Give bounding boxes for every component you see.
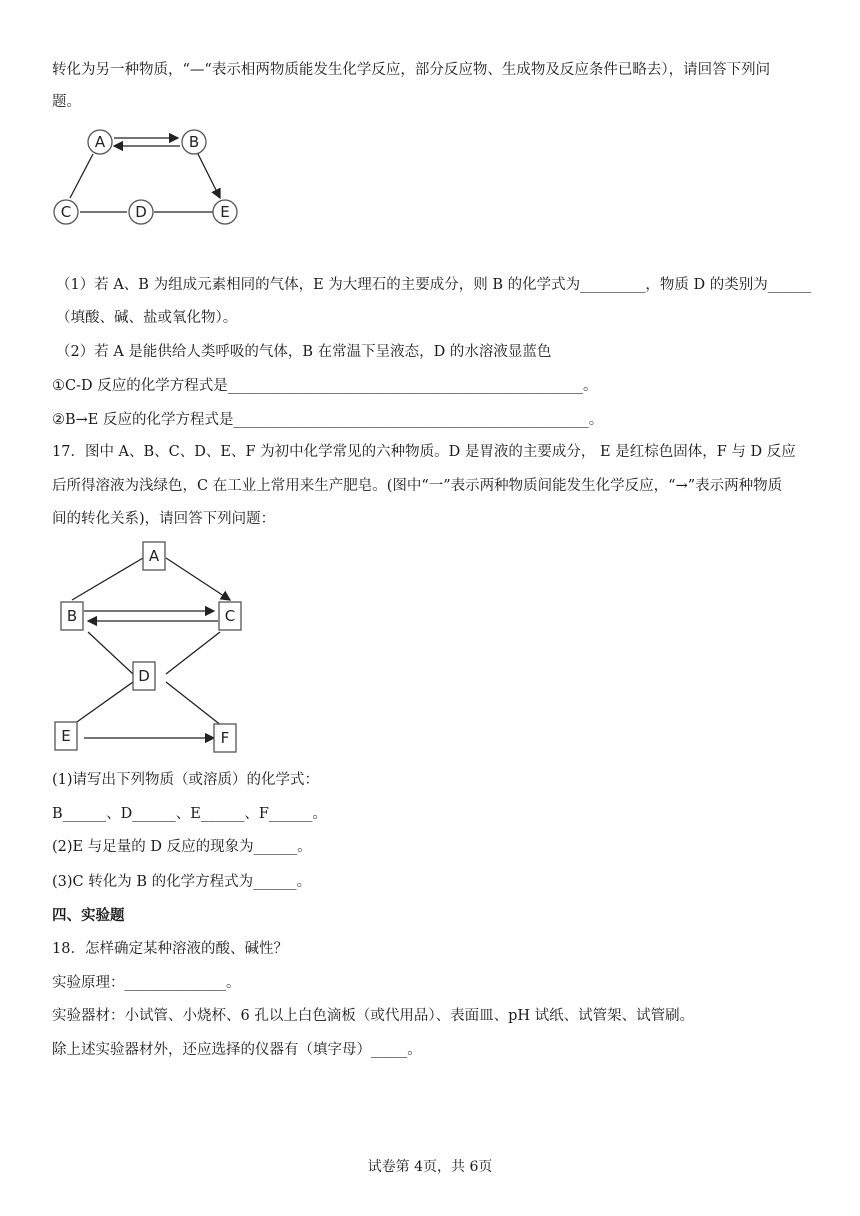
q17-line-2: 后所得溶液为浅绿色，C 在工业上常用来生产肥皂。(图中“一”表示两种物质间能发生化学反应，“→”表示两种物质: [52, 478, 783, 494]
svg-text:B: B: [188, 133, 200, 151]
svg-text:C: C: [60, 203, 72, 221]
svg-text:A: A: [94, 133, 106, 151]
q17-line-3: 间的转化关系)，请回答下列问题：: [52, 511, 276, 527]
q16-sub-2: ②B→E 反应的化学方程式是_________________________________________________。: [52, 412, 604, 428]
intro-line-1: 转化为另一种物质，“—“表示相两物质能发生化学反应，部分反应物、生成物及反应条件已略去），请回答下列问: [52, 62, 771, 78]
diagram1-node-d: [129, 200, 153, 224]
diagram2-node-e: [55, 722, 77, 750]
q18-equipment: 实验器材：小试管、小烧杯、6 孔以上白色滴板（或代用品）、表面皿、pH 试纸、试管架、试管刷。: [52, 1008, 695, 1024]
diagram2-node-b: [61, 602, 83, 630]
svg-text:E: E: [220, 203, 230, 221]
intro-line-2: 题。: [52, 94, 81, 110]
q18-line-1: 18．怎样确定某种溶液的酸、碱性？: [52, 941, 288, 957]
q17-sub-3: (3)C 转化为 B 的化学方程式为______。: [52, 874, 312, 890]
svg-text:B: B: [66, 607, 78, 625]
diagram1-node-c: [54, 200, 78, 224]
q18-principle: 实验原理：______________。: [52, 975, 241, 991]
q16-part2: （2）若 A 是能供给人类呼吸的气体，B 在常温下呈液态，D 的水溶液显蓝色: [56, 344, 552, 360]
q16-part1-line-2: （填酸、碱、盐或氧化物）。: [56, 310, 238, 326]
svg-text:D: D: [135, 203, 147, 221]
diagram2-node-f: [214, 724, 236, 752]
diagram-2: [50, 538, 250, 758]
q16-part1-line-1: （1）若 A、B 为组成元素相同的气体，E 为大理石的主要成分，则 B 的化学式为_________，物质 D 的类别为______: [56, 277, 812, 293]
svg-text:F: F: [220, 729, 230, 747]
svg-text:E: E: [61, 727, 71, 745]
diagram1-node-b: [182, 130, 206, 154]
diagram-1: [48, 122, 248, 232]
q17-sub-2: (2)E 与足量的 D 反应的现象为______。: [52, 839, 312, 855]
svg-text:C: C: [224, 607, 236, 625]
diagram2-node-c: [219, 602, 241, 630]
diagram1-node-a: [88, 130, 112, 154]
q18-extra: 除上述实验器材外，还应选择的仪器有（填字母）_____。: [52, 1042, 422, 1058]
q17-sub-1: (1)请写出下列物质（或溶质）的化学式：: [52, 772, 320, 788]
svg-text:D: D: [138, 667, 150, 685]
q17-sub-1-blanks: B______、D______、E______、F______。: [52, 806, 327, 822]
q16-sub-1: ①C-D 反应的化学方程式是_________________________________________________。: [52, 378, 598, 394]
section-title-experiment: 四、实验题: [52, 907, 125, 924]
q17-line-1: 17．图中 A、B、C、D、E、F 为初中化学常见的六种物质。D 是胃液的主要成分， E 是红棕色固体，F 与 D 反应: [52, 444, 796, 460]
diagram2-node-d: [133, 662, 155, 690]
page-footer: 试卷第 4页，共 6页: [367, 1159, 493, 1175]
diagram1-node-e: [213, 200, 237, 224]
svg-text:A: A: [148, 547, 160, 565]
diagram2-node-a: [143, 542, 165, 570]
